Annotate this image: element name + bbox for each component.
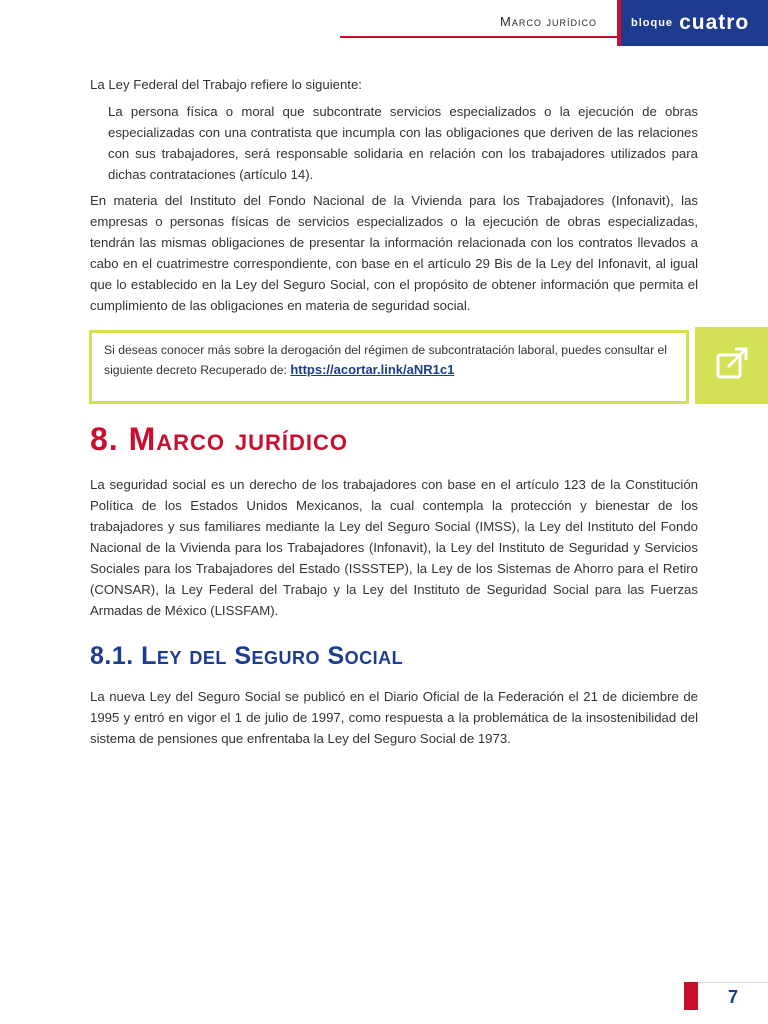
block-badge (621, 0, 768, 46)
block-badge-number: cuatro (679, 11, 750, 34)
callout-text: Si deseas conocer más sobre la derogación del régimen de subcontratación laboral, puedes consultar el siguiente decreto Recuperado de: (104, 343, 667, 377)
external-link-icon[interactable] (714, 345, 750, 386)
infonavit-paragraph: En materia del Instituto del Fondo Nacional de la Vivienda para los Trabajadores (Infonavit), las empresas o personas físicas de servicios especializados o la ejecución de obras especializadas, tendrán las mismas obligaciones de presentar la información relacionada con los contratos llevados a cabo en el cuatrimestre correspondiente, con base en el artículo 29 Bis de la Ley del Infonavit, al igual que lo establecido en la Ley del Seguro Social, con el propósito de obtener información que permita el cumplimiento de las obligaciones en materia de seguridad social. (90, 193, 698, 313)
callout-box (89, 330, 689, 404)
header-rule (340, 36, 628, 38)
decree-link[interactable]: https://acortar.link/aNR1c1 (290, 362, 455, 377)
law-quote: La persona física o moral que subcontrate servicios especializados o la ejecución de obras especializadas con una contratista que incumpla con las obligaciones que deriven de las relaciones con sus trabajadores, será responsable solidaria en relación con los trabajadores utilizados para dichas contrataciones (artículo 14). (108, 104, 698, 182)
footer-accent (684, 982, 698, 1010)
callout-tab (695, 327, 768, 404)
page-number: 7 (698, 982, 768, 1011)
intro-paragraph: La Ley Federal del Trabajo refiere lo siguiente: (90, 77, 362, 92)
section-8-heading: 8. Marco jurídico (90, 421, 349, 457)
section-8-1-heading: 8.1. Ley del Seguro Social (90, 642, 404, 670)
block-badge-label: bloque (631, 17, 674, 29)
section-8-1-paragraph: La nueva Ley del Seguro Social se publicó en el Diario Oficial de la Federación el 21 de diciembre de 1995 y entró en vigor el 1 de julio de 1997, como respuesta a la problemática de la insostenibilidad del sistema de pensiones que enfrentaba la Ley del Seguro Social de 1973. (90, 689, 698, 746)
running-header-title: Marco jurídico (500, 14, 597, 29)
section-8-paragraph: La seguridad social es un derecho de los trabajadores con base en el artículo 123 de la Constitución Política de los Estados Unidos Mexicanos, la cual contempla la protección y bienestar de los trabajadores y sus familiares mediante la Ley del Seguro Social (IMSS), la Ley del Instituto del Fondo Nacional de la Vivienda para los Trabajadores (Infonavit), la Ley del Instituto de Seguridad y Servicios Sociales para los Trabajadores del Estado (ISSSTEP), la Ley de los Sistemas de Ahorro para el Retiro (CONSAR), la Ley Federal del Trabajo y la Ley del Instituto de Seguridad Social para las Fuerzas Armadas de México (LISSFAM). (90, 477, 698, 618)
